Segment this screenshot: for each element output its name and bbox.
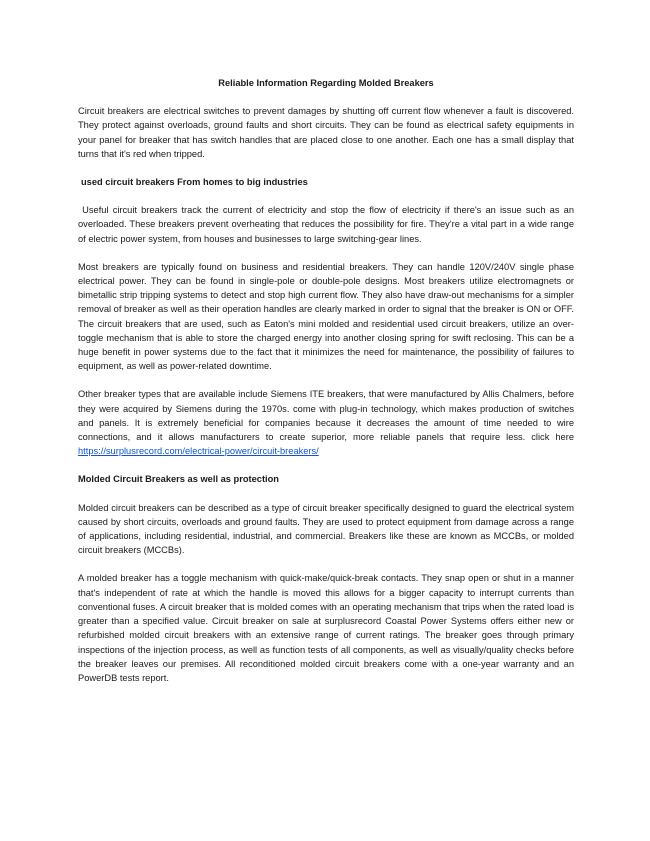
other-breakers-paragraph [78, 387, 574, 458]
document-title: Reliable Information Regarding Molded Breakers [218, 78, 434, 88]
other-breakers-text: Other breaker types that are available include Siemens ITE breakers, that were manufactured by Allis Chalmers, before they were acquired by Siemens during the 1970s. come with plug-in technology, which makes production of switches and panels. It is extremely beneficial for companies because it decreases the amount of time needed to wire connections, and it allows manufacturers to create superior, more reliable panels that require less. click here [78, 389, 574, 443]
surplusrecord-link[interactable]: https://surplusrecord.com/electrical-power/circuit-breakers/ [78, 446, 319, 457]
useful-breakers-text: Useful circuit breakers track the current of electricity and stop the flow of electricity if there's an issue such as an overloaded. These breakers prevent overheating that reduces the possibility for fire. They're a vital part in a wide range of electric power system, from houses and businesses to large switching-gear lines. [78, 205, 574, 244]
useful-breakers-paragraph [78, 203, 574, 246]
typical-breakers-paragraph: Most breakers are typically found on business and residential breakers. They can handle 120V/240V single phase electrical power. They can be found in single-pole or double-pole designs. Most breakers utilize electromagnets or bimetallic strip tripping systems to detect and stop high current flow. They also have draw-out mechanisms for a simpler removal of breaker as well as their operation handles are clearly marked in order to signal that the breaker is ON or OFF. The circuit breakers that are used, such as Eaton's mini molded and residential used circuit breakers, utilize an over-toggle mechanism that is able to store the charged energy into another closing spring for swift reclosing. This can be a huge benefit in power systems due to the fact that it minimizes the need for maintenance, the possibility of failures to equipment, as well as power-related downtime. [78, 261, 574, 372]
document-page [78, 76, 574, 699]
intro-paragraph: Circuit breakers are electrical switches to prevent damages by shutting off current flow whenever a fault is discovered. They protect against overloads, ground faults and short circuits. They can be found as electrical safety equipments in your panel for breaker that has switch handles that are placed close to one another. Each one has a small display that turns that it's red when tripped. [78, 106, 574, 159]
molded-breakers-paragraph: Molded circuit breakers can be described as a type of circuit breaker specifically designed to guard the electrical system caused by short circuits, overloads and ground faults. They are used to protect equipment from damage across a range of applications, including residential, industrial, and commercial. Breakers like these are known as MCCBs, or molded circuit breakers (MCCBs). [78, 502, 574, 556]
section-heading-used-breakers: used circuit breakers From homes to big industries [81, 177, 308, 188]
toggle-mechanism-paragraph: A molded breaker has a toggle mechanism with quick-make/quick-break contacts. They snap open or shut in a manner that's independent of rate at which the handle is moved this allows for a bigger capacity to interrupt currents than conventional fuses. A circuit breaker that is molded comes with an operating mechanism that trips when the rated load is greater than a specified value. Circuit breaker on sale at surplusrecord Coastal Power Systems offers either new or refurbished molded circuit breakers with an extensive range of current ratings. The breaker goes through primary inspections of the injection process, as well as function tests of all components, as well as visually/quality checks before the breaker leaves our premises. All reconditioned molded circuit breakers come with a one-year warranty and an PowerDB tests report. [78, 573, 574, 683]
section-heading-molded-breakers: Molded Circuit Breakers as well as protection [78, 474, 279, 485]
